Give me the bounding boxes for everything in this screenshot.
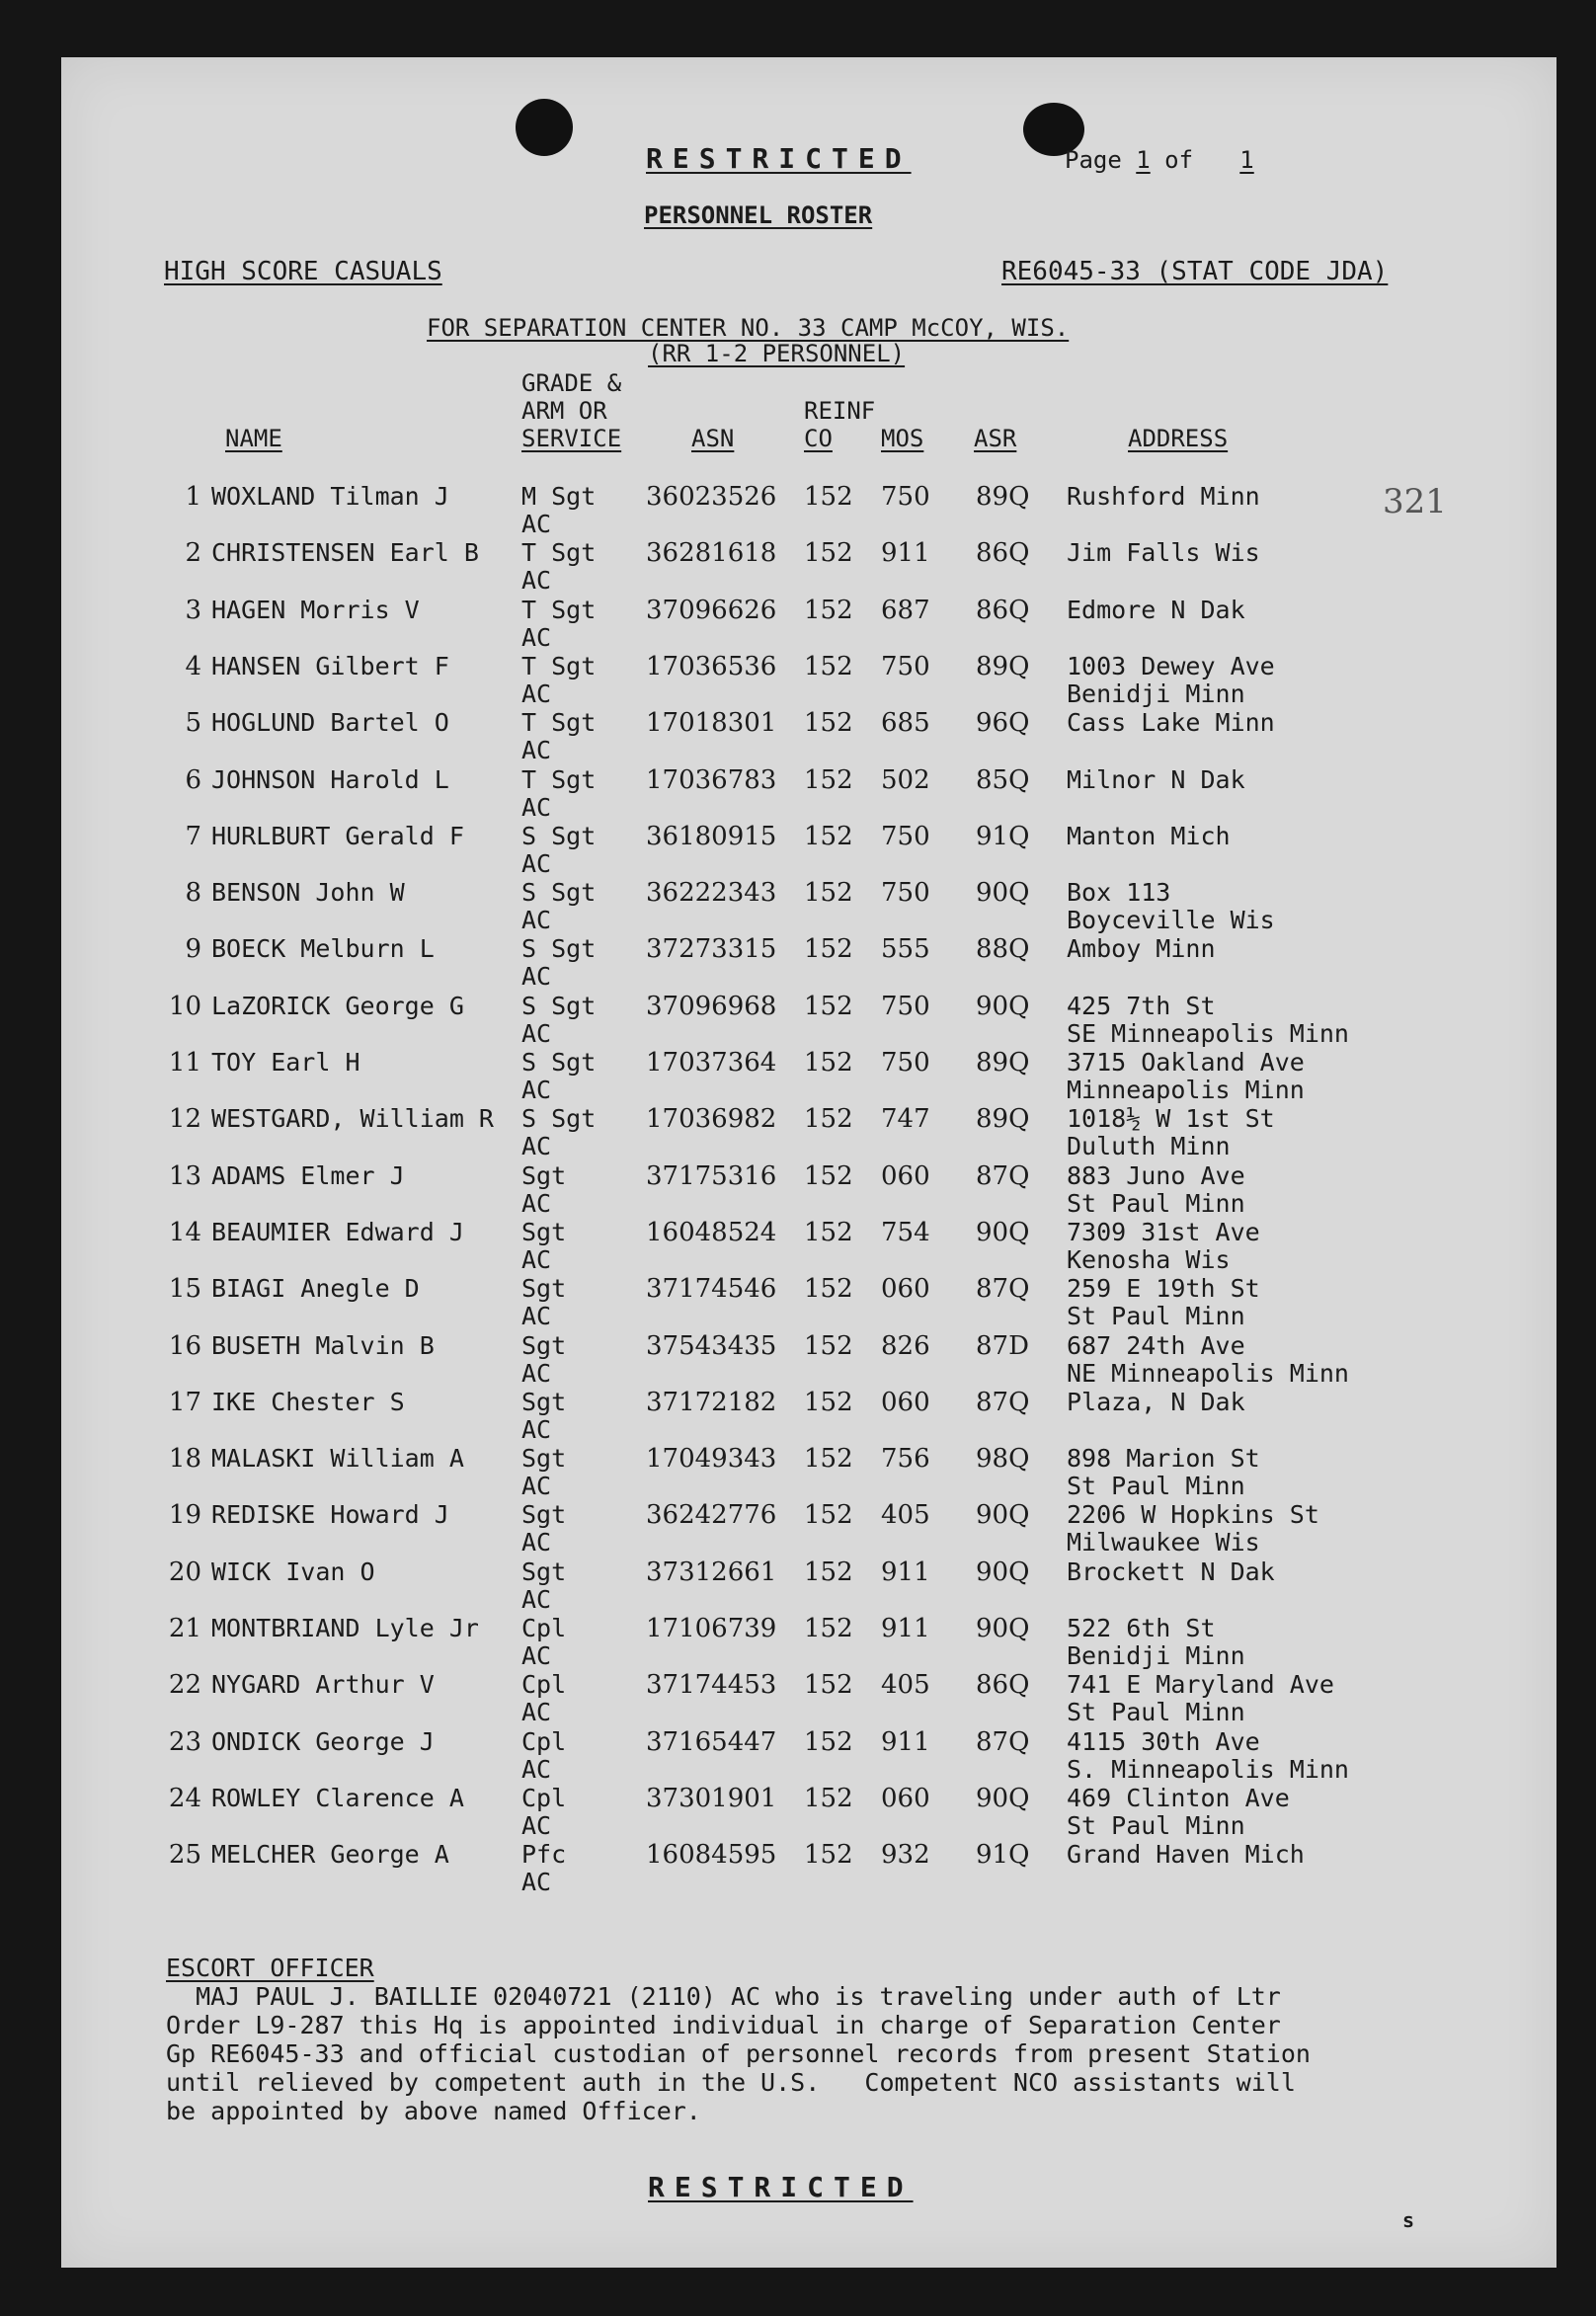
row-address-line1: Rushford Minn (1067, 482, 1260, 511)
row-asn: 37543435 (646, 1330, 777, 1361)
row-address-line1: 522 6th St (1067, 1614, 1216, 1642)
row-address-line2: St Paul Minn (1067, 1810, 1245, 1840)
escort-heading: ESCORT OFFICER (166, 1954, 374, 1982)
row-number: 4 (185, 651, 201, 681)
row-asn: 37273315 (646, 934, 777, 965)
row-asn: 36281618 (646, 538, 777, 569)
row-name: ADAMS Elmer J (211, 1160, 405, 1190)
row-address-line1: Jim Falls Wis (1067, 538, 1260, 568)
row-address-line1: Manton Mich (1067, 821, 1231, 850)
row-grade: Sgt (521, 1217, 567, 1246)
row-mos: 060 (881, 1160, 930, 1191)
row-mos: 060 (881, 1783, 930, 1813)
row-name: WESTGARD, William R (211, 1104, 494, 1134)
row-mos: 060 (881, 1387, 930, 1417)
row-address-line2: St Paul Minn (1067, 1188, 1245, 1218)
row-name: HOGLUND Bartel O (211, 708, 449, 738)
row-number: 14 (168, 1217, 201, 1247)
row-asr: 89Q (976, 1048, 1030, 1078)
row-asr: 86Q (976, 538, 1030, 569)
page-label: Page (1065, 146, 1122, 174)
page-of-label: of (1164, 146, 1194, 174)
destination-sub: (RR 1-2 PERSONNEL) (648, 340, 906, 367)
row-asn: 17036536 (646, 651, 777, 681)
row-address-line2: St Paul Minn (1067, 1698, 1245, 1727)
row-number: 2 (185, 538, 201, 569)
row-name: MONTBRIAND Lyle Jr (211, 1614, 479, 1642)
row-co: 152 (804, 991, 853, 1021)
row-name: BUSETH Malvin B (211, 1330, 435, 1360)
row-co: 152 (804, 1614, 853, 1643)
row-asn: 17037364 (646, 1048, 777, 1078)
row-grade: Sgt (521, 1387, 567, 1416)
classification-header: RESTRICTED (646, 142, 912, 175)
row-name: HANSEN Gilbert F (211, 651, 449, 680)
row-co: 152 (804, 1274, 853, 1305)
table-row (61, 1670, 1556, 1725)
row-address-line1: Plaza, N Dak (1067, 1387, 1245, 1416)
row-asn: 17036783 (646, 764, 777, 795)
row-name: WICK Ivan O (211, 1557, 375, 1586)
row-address-line2: Duluth Minn (1067, 1132, 1231, 1161)
row-name: LaZORICK George G (211, 991, 464, 1020)
row-address-line2: Minneapolis Minn (1067, 1076, 1305, 1104)
escort-line: be appointed by above named Officer. (166, 2097, 701, 2125)
row-name: JOHNSON Harold L (211, 764, 449, 794)
table-row (61, 765, 1556, 821)
row-number: 16 (168, 1330, 201, 1361)
row-co: 152 (804, 1444, 853, 1475)
row-asn: 36222343 (646, 878, 777, 909)
col-address: ADDRESS (1128, 425, 1229, 452)
table-row (61, 822, 1556, 877)
row-mos: 555 (881, 934, 930, 965)
row-grade: S Sgt (521, 991, 597, 1020)
row-arm: AC (521, 1528, 552, 1557)
row-mos: 750 (881, 651, 930, 681)
row-asr: 90Q (976, 991, 1030, 1021)
row-name: CHRISTENSEN Earl B (211, 538, 479, 568)
table-row (61, 652, 1556, 707)
row-address-line1: Box 113 (1067, 878, 1171, 908)
row-number: 18 (168, 1444, 201, 1475)
row-address-line1: 741 E Maryland Ave (1067, 1670, 1334, 1700)
row-co: 152 (804, 934, 853, 965)
col-grade-line1: GRADE & (521, 369, 622, 397)
group-code: RE6045-33 (STAT CODE JDA) (1001, 257, 1389, 286)
row-asr: 88Q (976, 934, 1030, 965)
table-row (61, 1048, 1556, 1103)
row-mos: 750 (881, 482, 930, 512)
row-grade: Sgt (521, 1500, 567, 1530)
row-mos: 405 (881, 1500, 930, 1531)
row-asr: 98Q (976, 1444, 1030, 1475)
row-asn: 17106739 (646, 1614, 777, 1643)
row-address-line1: Grand Haven Mich (1067, 1840, 1305, 1870)
row-asr: 85Q (976, 764, 1030, 795)
row-number: 25 (168, 1840, 201, 1871)
row-co: 152 (804, 1217, 853, 1247)
row-mos: 756 (881, 1444, 930, 1475)
table-row (61, 596, 1556, 651)
row-arm: AC (521, 1414, 552, 1444)
table-row (61, 1500, 1556, 1556)
row-arm: AC (521, 962, 552, 992)
row-arm: AC (521, 1584, 552, 1614)
row-address-line2: Kenosha Wis (1067, 1244, 1231, 1274)
row-arm: AC (521, 736, 552, 765)
row-co: 152 (804, 651, 853, 681)
page-number: 1 (1136, 146, 1151, 174)
row-asn: 37096626 (646, 595, 777, 625)
row-co: 152 (804, 878, 853, 909)
row-co: 152 (804, 1840, 853, 1871)
roster-title: PERSONNEL ROSTER (644, 201, 873, 229)
table-row (61, 1727, 1556, 1783)
row-mos: 750 (881, 1048, 930, 1078)
row-asr: 90Q (976, 1557, 1030, 1587)
escort-line: Order L9-287 this Hq is appointed individual in charge of Separation Center (166, 2011, 1281, 2039)
row-asn: 17018301 (646, 708, 777, 739)
row-arm: AC (521, 1076, 552, 1104)
row-asn: 37172182 (646, 1387, 777, 1417)
row-co: 152 (804, 1726, 853, 1757)
row-name: HURLBURT Gerald F (211, 821, 464, 850)
row-number: 11 (168, 1048, 201, 1078)
row-mos: 750 (881, 878, 930, 909)
row-co: 152 (804, 1104, 853, 1135)
row-number: 21 (168, 1614, 201, 1643)
row-number: 9 (185, 934, 201, 965)
row-arm: AC (521, 1018, 552, 1048)
punch-hole (516, 99, 573, 156)
row-grade: T Sgt (521, 764, 597, 794)
row-address-line1: 7309 31st Ave (1067, 1217, 1260, 1246)
table-row (61, 934, 1556, 990)
row-name: IKE Chester S (211, 1387, 405, 1416)
row-arm: AC (521, 906, 552, 935)
row-number: 20 (168, 1557, 201, 1587)
row-grade: Cpl (521, 1783, 567, 1812)
row-number: 24 (168, 1783, 201, 1813)
row-asn: 16048524 (646, 1217, 777, 1247)
row-number: 1 (185, 482, 201, 512)
row-asr: 87Q (976, 1160, 1030, 1191)
row-address-line2: St Paul Minn (1067, 1472, 1245, 1501)
row-asr: 87Q (976, 1274, 1030, 1305)
row-name: BEAUMIER Edward J (211, 1217, 464, 1246)
row-asn: 37096968 (646, 991, 777, 1021)
escort-line: MAJ PAUL J. BAILLIE 02040721 (2110) AC who is traveling under auth of Ltr (166, 1982, 1281, 2011)
row-arm: AC (521, 1472, 552, 1501)
row-mos: 747 (881, 1104, 930, 1135)
row-asn: 36023526 (646, 482, 777, 512)
table-row (61, 1784, 1556, 1839)
row-name: MELCHER George A (211, 1840, 449, 1870)
row-asr: 89Q (976, 1104, 1030, 1135)
row-address-line1: 425 7th St (1067, 991, 1216, 1020)
row-name: MALASKI William A (211, 1444, 464, 1474)
table-row (61, 708, 1556, 763)
escort-text (166, 1982, 1311, 2125)
row-arm: AC (521, 1244, 552, 1274)
row-number: 7 (185, 821, 201, 851)
table-row (61, 482, 1556, 537)
table-row (61, 1840, 1556, 1895)
row-mos: 750 (881, 991, 930, 1021)
row-co: 152 (804, 708, 853, 739)
table-row (61, 1388, 1556, 1443)
row-arm: AC (521, 1754, 552, 1784)
row-mos: 754 (881, 1217, 930, 1247)
table-row (61, 1557, 1556, 1613)
row-co: 152 (804, 1783, 853, 1813)
page-indicator (1065, 146, 1287, 174)
row-asr: 87Q (976, 1387, 1030, 1417)
row-address-line2: Benidji Minn (1067, 1641, 1245, 1670)
row-mos: 685 (881, 708, 930, 739)
row-address-line1: 883 Juno Ave (1067, 1160, 1245, 1190)
row-name: ONDICK George J (211, 1726, 435, 1756)
row-grade: M Sgt (521, 482, 597, 511)
table-row (61, 1444, 1556, 1499)
row-co: 152 (804, 595, 853, 625)
row-number: 17 (168, 1387, 201, 1417)
row-asr: 86Q (976, 1670, 1030, 1701)
col-asr: ASR (974, 425, 1017, 452)
corner-mark: s (1402, 2208, 1415, 2232)
row-grade: Cpl (521, 1726, 567, 1756)
row-co: 152 (804, 1500, 853, 1531)
row-address-line1: Milnor N Dak (1067, 764, 1245, 794)
row-asn: 37312661 (646, 1557, 777, 1587)
col-asn: ASN (691, 425, 735, 452)
row-name: BENSON John W (211, 878, 405, 908)
row-asr: 87D (976, 1330, 1029, 1361)
col-grade-line3: SERVICE (521, 425, 622, 452)
table-row (61, 1161, 1556, 1217)
row-arm: AC (521, 1132, 552, 1161)
row-grade: Sgt (521, 1330, 567, 1360)
row-asr: 90Q (976, 1783, 1030, 1813)
row-address-line1: 259 E 19th St (1067, 1274, 1260, 1304)
row-mos: 687 (881, 595, 930, 625)
row-mos: 405 (881, 1670, 930, 1701)
table-row (61, 878, 1556, 933)
row-address-line1: 1003 Dewey Ave (1067, 651, 1275, 680)
row-arm: AC (521, 848, 552, 878)
row-grade: S Sgt (521, 1048, 597, 1077)
row-arm: AC (521, 1698, 552, 1727)
row-grade: Sgt (521, 1444, 567, 1474)
row-address-line2: Milwaukee Wis (1067, 1528, 1260, 1557)
row-name: WOXLAND Tilman J (211, 482, 449, 511)
page-total: 1 (1239, 146, 1254, 174)
row-address-line1: 687 24th Ave (1067, 1330, 1245, 1360)
row-number: 23 (168, 1726, 201, 1757)
row-address-line2: Benidji Minn (1067, 679, 1245, 708)
row-asn: 37175316 (646, 1160, 777, 1191)
margin-number: 321 (1383, 482, 1447, 521)
col-mos: MOS (881, 425, 924, 452)
row-co: 152 (804, 1387, 853, 1417)
row-co: 152 (804, 821, 853, 851)
row-asn: 37174453 (646, 1670, 777, 1701)
col-reinf: REINF (804, 397, 876, 425)
row-address-line2: S. Minneapolis Minn (1067, 1754, 1349, 1784)
group-left: HIGH SCORE CASUALS (164, 257, 442, 286)
row-address-line1: 898 Marion St (1067, 1444, 1260, 1474)
row-grade: S Sgt (521, 934, 597, 964)
row-address-line2: Boyceville Wis (1067, 906, 1275, 935)
row-grade: S Sgt (521, 821, 597, 850)
row-mos: 911 (881, 1726, 930, 1757)
row-grade: S Sgt (521, 1104, 597, 1134)
row-address-line1: 4115 30th Ave (1067, 1726, 1260, 1756)
row-co: 152 (804, 1670, 853, 1701)
row-grade: S Sgt (521, 878, 597, 908)
table-row (61, 992, 1556, 1047)
row-arm: AC (521, 792, 552, 822)
row-grade: T Sgt (521, 538, 597, 568)
row-arm: AC (521, 1358, 552, 1388)
col-name: NAME (225, 425, 282, 452)
row-arm: AC (521, 1302, 552, 1331)
table-row (61, 538, 1556, 594)
row-asr: 91Q (976, 821, 1030, 851)
row-address-line1: 1018½ W 1st St (1067, 1104, 1275, 1134)
destination: FOR SEPARATION CENTER NO. 33 CAMP McCOY, WIS. (427, 314, 1070, 342)
row-arm: AC (521, 1810, 552, 1840)
row-asr: 90Q (976, 1217, 1030, 1247)
row-number: 8 (185, 878, 201, 909)
table-row (61, 1614, 1556, 1669)
row-number: 15 (168, 1274, 201, 1305)
row-address-line1: Brockett N Dak (1067, 1557, 1275, 1586)
row-co: 152 (804, 482, 853, 512)
row-asn: 16084595 (646, 1840, 777, 1871)
row-grade: Pfc (521, 1840, 567, 1870)
row-arm: AC (521, 1188, 552, 1218)
row-mos: 911 (881, 1557, 930, 1587)
row-asr: 87Q (976, 1726, 1030, 1757)
table-row (61, 1274, 1556, 1329)
row-address-line1: Cass Lake Minn (1067, 708, 1275, 738)
row-asn: 17049343 (646, 1444, 777, 1475)
row-co: 152 (804, 1048, 853, 1078)
row-number: 13 (168, 1160, 201, 1191)
row-arm: AC (521, 1868, 552, 1897)
row-name: TOY Earl H (211, 1048, 360, 1077)
row-number: 5 (185, 708, 201, 739)
document-page (61, 57, 1556, 2268)
row-co: 152 (804, 1557, 853, 1587)
row-number: 6 (185, 764, 201, 795)
row-arm: AC (521, 679, 552, 708)
row-grade: T Sgt (521, 651, 597, 680)
row-grade: Sgt (521, 1160, 567, 1190)
classification-footer: RESTRICTED (648, 2171, 914, 2203)
row-grade: Sgt (521, 1557, 567, 1586)
row-asn: 36242776 (646, 1500, 777, 1531)
row-name: HAGEN Morris V (211, 595, 420, 624)
row-number: 19 (168, 1500, 201, 1531)
row-name: ROWLEY Clarence A (211, 1783, 464, 1812)
row-grade: T Sgt (521, 595, 597, 624)
row-asr: 90Q (976, 1614, 1030, 1643)
row-mos: 826 (881, 1330, 930, 1361)
row-asn: 17036982 (646, 1104, 777, 1135)
row-asr: 89Q (976, 651, 1030, 681)
row-number: 22 (168, 1670, 201, 1701)
row-arm: AC (521, 622, 552, 652)
row-asr: 89Q (976, 482, 1030, 512)
row-address-line1: 469 Clinton Ave (1067, 1783, 1290, 1812)
row-address-line1: 3715 Oakland Ave (1067, 1048, 1305, 1077)
row-name: BIAGI Anegle D (211, 1274, 420, 1304)
row-arm: AC (521, 1641, 552, 1670)
row-asn: 37165447 (646, 1726, 777, 1757)
row-arm: AC (521, 510, 552, 538)
table-row (61, 1331, 1556, 1387)
row-name: NYGARD Arthur V (211, 1670, 435, 1700)
row-asr: 91Q (976, 1840, 1030, 1871)
row-arm: AC (521, 566, 552, 596)
row-mos: 911 (881, 1614, 930, 1643)
row-number: 10 (168, 991, 201, 1021)
row-address-line1: 2206 W Hopkins St (1067, 1500, 1319, 1530)
row-asr: 90Q (976, 1500, 1030, 1531)
row-asn: 37301901 (646, 1783, 777, 1813)
row-number: 3 (185, 595, 201, 625)
row-asn: 37174546 (646, 1274, 777, 1305)
row-name: BOECK Melburn L (211, 934, 435, 964)
escort-line: Gp RE6045-33 and official custodian of personnel records from present Station (166, 2039, 1311, 2068)
col-co: CO (804, 425, 833, 452)
row-co: 152 (804, 538, 853, 569)
escort-line: until relieved by competent auth in the U.S. Competent NCO assistants will (166, 2068, 1296, 2097)
row-asn: 36180915 (646, 821, 777, 851)
row-mos: 750 (881, 821, 930, 851)
row-co: 152 (804, 1160, 853, 1191)
row-grade: T Sgt (521, 708, 597, 738)
row-name: REDISKE Howard J (211, 1500, 449, 1530)
row-address-line2: NE Minneapolis Minn (1067, 1358, 1349, 1388)
row-address-line2: SE Minneapolis Minn (1067, 1018, 1349, 1048)
row-grade: Cpl (521, 1614, 567, 1642)
table-row (61, 1104, 1556, 1159)
row-co: 152 (804, 1330, 853, 1361)
col-grade-line2: ARM OR (521, 397, 607, 425)
row-address-line2: St Paul Minn (1067, 1302, 1245, 1331)
row-mos: 502 (881, 764, 930, 795)
row-grade: Cpl (521, 1670, 567, 1700)
row-number: 12 (168, 1104, 201, 1135)
row-asr: 96Q (976, 708, 1030, 739)
row-asr: 90Q (976, 878, 1030, 909)
row-address-line1: Amboy Minn (1067, 934, 1216, 964)
row-mos: 932 (881, 1840, 930, 1871)
row-mos: 060 (881, 1274, 930, 1305)
row-mos: 911 (881, 538, 930, 569)
row-address-line1: Edmore N Dak (1067, 595, 1245, 624)
row-co: 152 (804, 764, 853, 795)
row-asr: 86Q (976, 595, 1030, 625)
row-grade: Sgt (521, 1274, 567, 1304)
table-row (61, 1218, 1556, 1273)
